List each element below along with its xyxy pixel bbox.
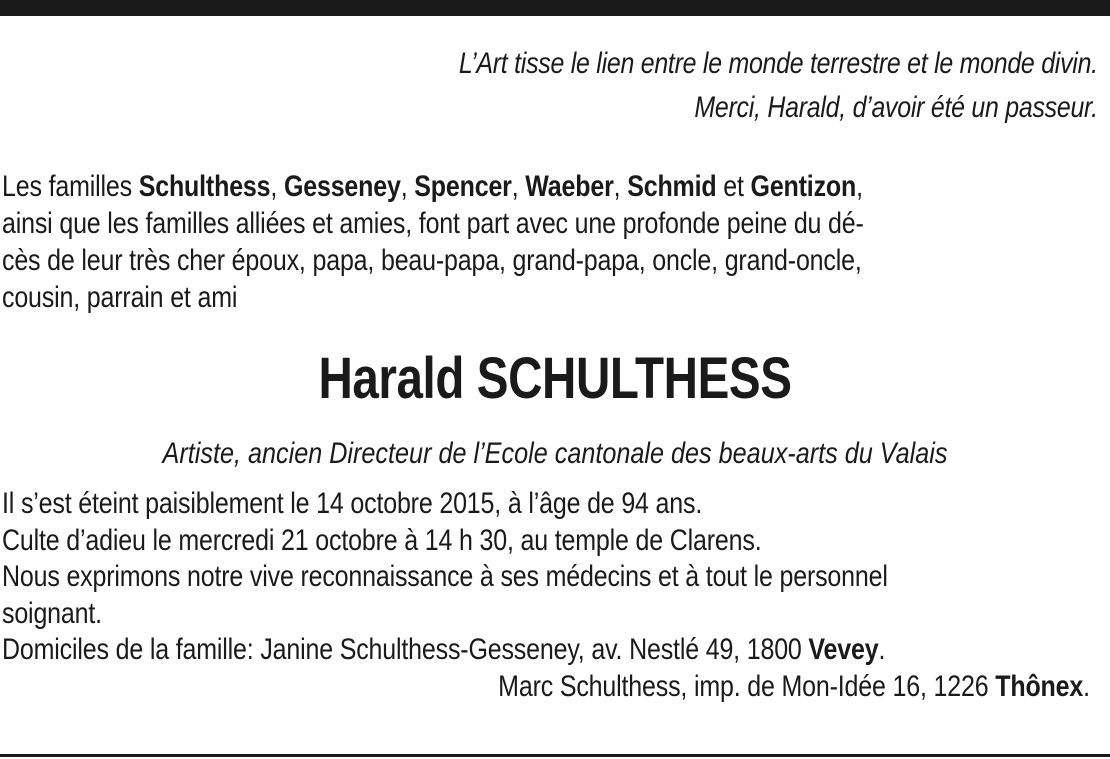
- family-address-1: Domiciles de la famille: Janine Schulthess-Gesseney, av. Nestlé 49, 1800 Vevey.: [2, 633, 886, 666]
- family-announcement: [2, 168, 1085, 316]
- family-name: Schulthess: [138, 170, 271, 203]
- family-name: Waeber: [525, 170, 614, 203]
- bottom-border-rule: [0, 754, 1110, 757]
- thanks-line-1: Nous exprimons notre vive reconnaissance à ses médecins et à tout le personnel: [2, 560, 888, 593]
- death-statement: Il s’est éteint paisiblement le 14 octobre 2015, à l’âge de 94 ans.: [2, 487, 703, 520]
- thanks-line-2: soignant.: [2, 596, 102, 630]
- announcement-line-4: cousin, parrain et ami: [2, 281, 238, 314]
- epigraph-quote: [459, 42, 1098, 130]
- announcement-line-3: cès de leur très cher époux, papa, beau-papa, grand-papa, oncle, grand-oncle,: [2, 244, 862, 277]
- address-city: Vevey: [808, 633, 879, 666]
- top-border-bar: [0, 0, 1110, 16]
- family-name: Schmid: [627, 170, 717, 203]
- service-statement: Culte d’adieu le mercredi 21 octobre à 14 h 30, au temple de Clarens.: [2, 523, 762, 557]
- quote-line-1: L’Art tisse le lien entre le monde terrestre et le monde divin.: [459, 47, 1098, 80]
- family-name: Gesseney: [283, 170, 401, 203]
- address-city: Thônex: [995, 669, 1084, 703]
- family-address-2: Marc Schulthess, imp. de Mon-Idée 16, 1226 Thônex.: [498, 669, 1090, 703]
- obituary-details: [2, 486, 1098, 705]
- deceased-name: Harald SCHULTHESS: [318, 346, 792, 411]
- family-name: Spencer: [414, 170, 512, 203]
- announcement-line-1: Les familles Schulthess, Gesseney, Spencer, Waeber, Schmid et Gentizon,: [2, 170, 863, 203]
- deceased-title: Artiste, ancien Directeur de l’Ecole cantonale des beaux-arts du Valais: [162, 437, 948, 470]
- family-name: Gentizon: [750, 170, 857, 203]
- announcement-line-2: ainsi que les familles alliées et amies, font part avec une profonde peine du dé-: [2, 207, 864, 240]
- quote-line-2: Merci, Harald, d’avoir été un passeur.: [694, 91, 1098, 124]
- announcement-prefix: Les familles: [2, 170, 139, 203]
